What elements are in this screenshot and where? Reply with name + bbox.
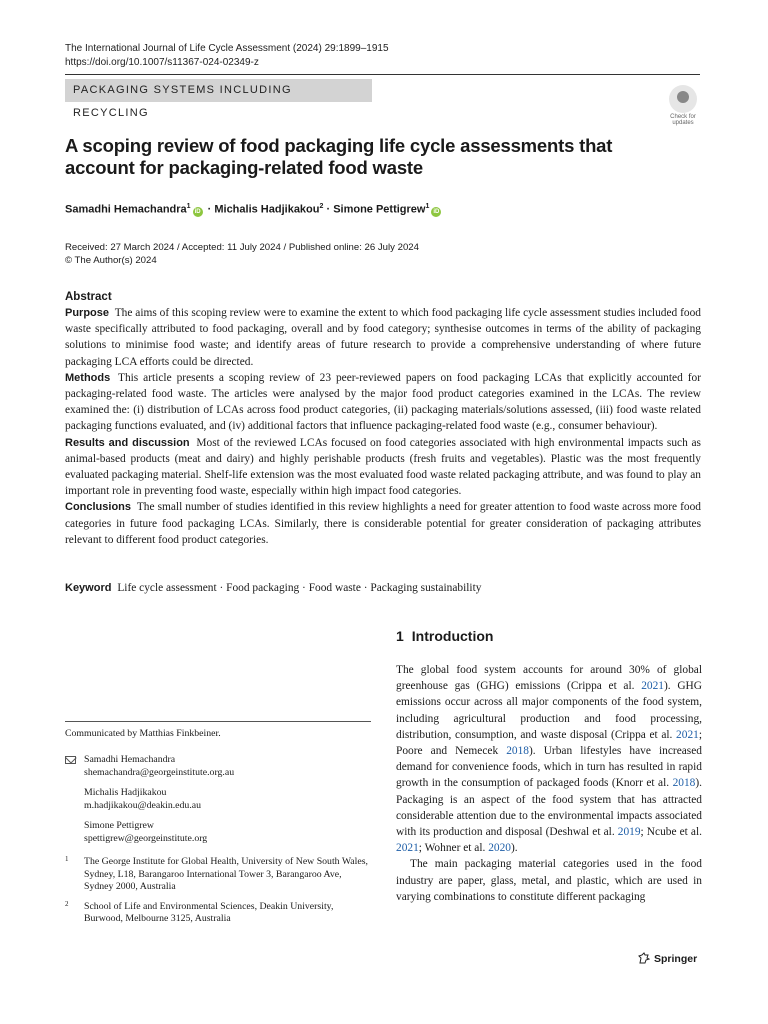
check-updates-icon bbox=[669, 85, 697, 113]
abstract-purpose: Purpose The aims of this scoping review were to examine the extent to which food packaging life cycle assessment studies included food waste specifically attributed to food packaging, overall and by food category; synthesise outcomes in terms of the ability of packaging solutions to minimise food waste; and identify areas of future research to provide a comprehensive understanding of where future packaging LCA efforts could be directed. bbox=[65, 307, 701, 368]
abstract-heading: Abstract bbox=[65, 291, 112, 303]
contact-entry: Michalis Hadjikakou m.hadjikakou@deakin.edu.au bbox=[84, 787, 371, 812]
citation-link[interactable]: 2018 bbox=[672, 777, 696, 790]
journal-header bbox=[65, 42, 389, 70]
email-link[interactable]: spettigrew@georgeinstitute.org bbox=[84, 832, 208, 844]
footnote-divider bbox=[65, 721, 371, 722]
introduction-body bbox=[396, 662, 702, 905]
publication-dates: Received: 27 March 2024 / Accepted: 11 July 2024 / Published online: 26 July 2024 © The Author(s) 2024 bbox=[65, 242, 419, 266]
badge-label: Check for updates bbox=[670, 114, 696, 126]
email-link[interactable]: shemachandra@georgeinstitute.org.au bbox=[84, 766, 235, 778]
citation-link[interactable]: 2020 bbox=[488, 842, 511, 855]
envelope-icon bbox=[65, 756, 76, 764]
copyright: © The Author(s) 2024 bbox=[65, 255, 157, 266]
article-title: A scoping review of food packaging life cycle assessments that account for packaging-related food waste bbox=[65, 135, 613, 178]
author-name[interactable]: Michalis Hadjikakou bbox=[214, 203, 320, 216]
keywords: Keyword Life cycle assessment · Food packaging · Food waste · Packaging sustainability bbox=[65, 582, 482, 594]
orcid-icon[interactable]: iD bbox=[194, 208, 201, 215]
publisher-logo: Springer bbox=[638, 952, 697, 965]
abstract-body bbox=[65, 305, 701, 548]
affiliation: 2 School of Life and Environmental Sciences, Deakin University, Burwood, Melbourne 3125, Australia bbox=[65, 899, 334, 924]
citation-link[interactable]: 2021 bbox=[676, 728, 699, 741]
journal-citation: The International Journal of Life Cycle Assessment (2024) 29:1899–1915 bbox=[65, 43, 389, 54]
citation-link[interactable]: 2021 bbox=[396, 842, 419, 855]
email-link[interactable]: m.hadjikakou@deakin.edu.au bbox=[84, 799, 202, 811]
author-list: Samadhi Hemachandra$^1$iD · Michalis Hadjikakou$^2$ · Simone Pettigrew$^1$iD bbox=[65, 203, 440, 216]
contact-entry: Samadhi Hemachandra shemachandra@georgeinstitute.org.au bbox=[84, 754, 371, 779]
section-heading-introduction: 1 Introduction bbox=[396, 628, 494, 644]
springer-horse-icon bbox=[638, 952, 650, 964]
author-name[interactable]: Samadhi Hemachandra bbox=[65, 203, 187, 216]
abstract-methods: Methods This article presents a scoping review of 23 peer-reviewed papers on food packaging LCAs that explicitly accounted for packaging-related food waste. The articles were analysed by the major food product categories examined in the LCAs. The review examined the: (i) distribution of LCAs across food product categories, (ii) packaging materials/solutions assessed, (iii) food waste related packaging functions evaluated, and (iv) additional factors that influence packaging-related food waste (e.g., consumer behaviour). bbox=[65, 371, 701, 433]
citation-link[interactable]: 2018 bbox=[506, 745, 529, 758]
orcid-icon[interactable]: iD bbox=[433, 208, 440, 215]
citation-link[interactable]: 2021 bbox=[641, 680, 664, 693]
author-name[interactable]: Simone Pettigrew bbox=[333, 203, 426, 216]
affiliation: 1 The George Institute for Global Health, University of New South Wales, Sydney, L18, Barangaroo International Tower 3, Barangaroo Ave, Sydney 2000, Australia bbox=[65, 855, 368, 892]
abstract-results: Results and discussion Most of the reviewed LCAs focused on food categories associated with high environmental impacts such as animal-based products (meat and dairy) and highly perishable products (fresh fruits and vegetables). Plastic was the most frequently evaluated packaging material. Shelf-life extension was the most evaluated food waste related packaging attribute, and was found to play an important role in preventing food waste, especially within high impact food categories. bbox=[65, 436, 701, 498]
abstract-conclusions: Conclusions The small number of studies identified in this review highlights a need for greater attention to food waste across more food categories in future food packaging LCAs. Similarly, there is considerable potential for greater consideration of packaging attributes relevant to different food product categories. bbox=[65, 501, 701, 546]
doi-link[interactable]: https://doi.org/10.1007/s11367-024-02349-z bbox=[65, 57, 259, 68]
communicated-by: Communicated by Matthias Finkbeiner. bbox=[65, 728, 221, 739]
contact-entry: Simone Pettigrew spettigrew@georgeinstitute.org bbox=[84, 820, 371, 845]
citation-link[interactable]: 2019 bbox=[617, 826, 641, 839]
header-divider bbox=[65, 74, 700, 75]
correspondence-list bbox=[65, 754, 371, 853]
affiliation-list bbox=[65, 856, 371, 933]
intro-paragraph: The global food system accounts for around 30% of global greenhouse gas (GHG) emissions (Crippa et al. 2021). GHG emissions occur across all major components of the food system, including agricultural production and food processing, distribution, consumption, and waste disposal (Crippa et al. 2021; Poore and Nemecek 2018). Urban lifestyles have increased demand for convenience foods, which in turn has resulted in rapid growth in the consumption of packaged foods (Knorr et al. 2018). Packaging is an aspect of the food system that has attracted considerable attention due to the environmental impacts associated with its production and disposal (Deshwal et al. 2019; Ncube et al. 2021; Wohner et al. 2020). bbox=[396, 664, 702, 855]
check-for-updates-badge[interactable] bbox=[664, 85, 702, 126]
intro-paragraph: The main packaging material categories used in the food industry are paper, glass, metal, and plastic, which are used in varying combinations to constitute different packaging bbox=[396, 858, 702, 903]
section-banner: PACKAGING SYSTEMS INCLUDING RECYCLING bbox=[65, 79, 372, 102]
